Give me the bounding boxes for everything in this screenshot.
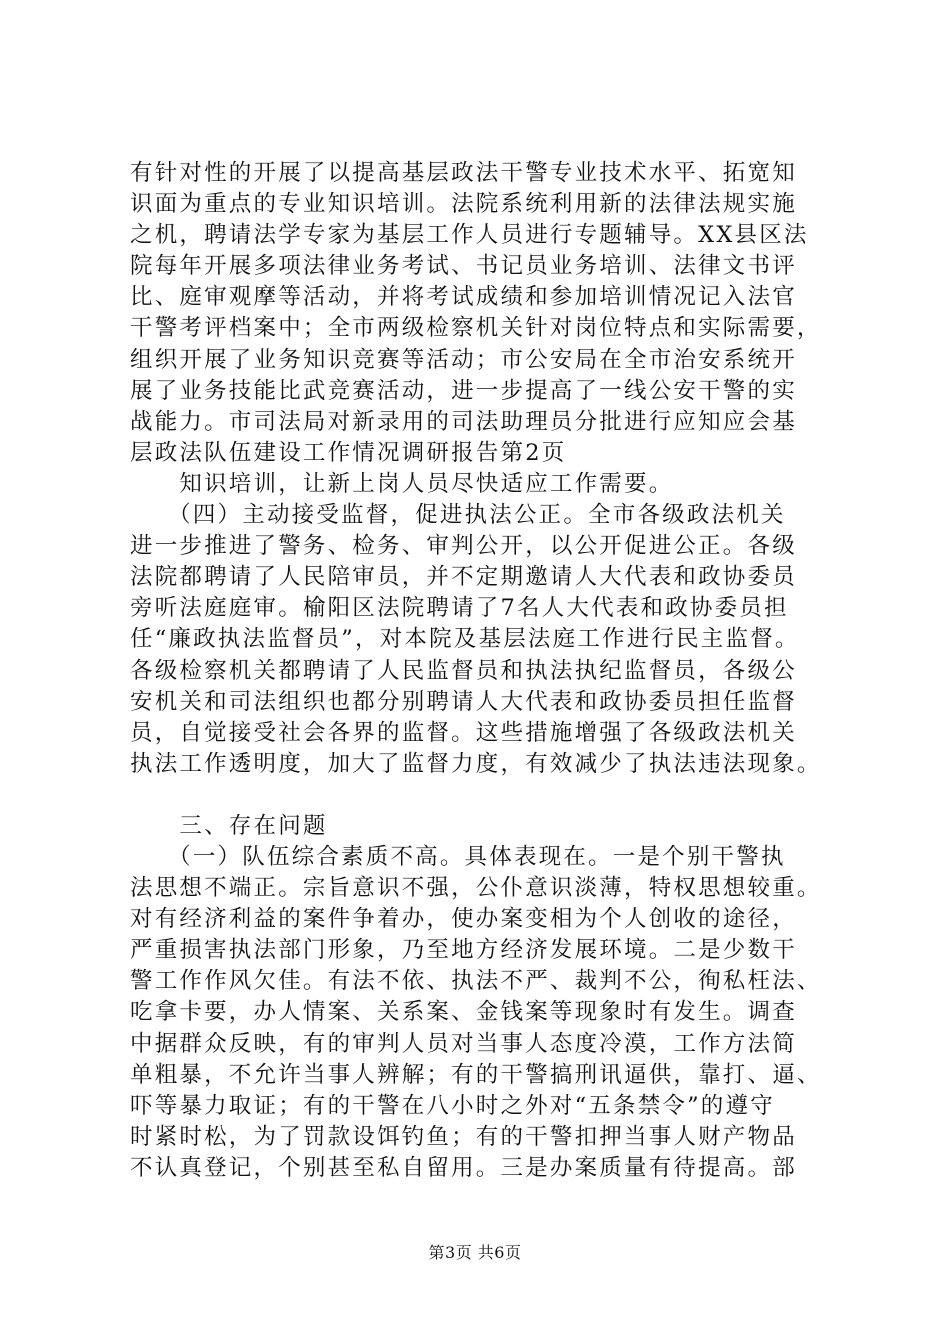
text-line: （一）队伍综合素质不高。具体表现在。一是个别干警执 <box>130 843 786 870</box>
text-line: 有针对性的开展了以提高基层政法干警专业技术水平、拓宽知 <box>130 160 797 186</box>
text-line: 严重损害执法部门形象，乃至地方经济发展环境。二是少数干 <box>130 937 797 964</box>
text-line: 中据群众反映，有的审判人员对当事人态度冷漠，工作方法简 <box>130 1030 797 1057</box>
blank-line <box>130 780 850 811</box>
text-line: 进一步推进了警务、检务、审判公开，以公开促进公正。各级 <box>130 533 797 560</box>
text-line: 员，自觉接受社会各界的监督。这些措施增强了各级政法机关 <box>130 719 797 746</box>
document-body <box>130 158 850 1184</box>
text-line: 任“廉政执法监督员”，对本院及基层法庭工作进行民主监督。 <box>130 626 800 653</box>
text-line: 吃拿卡要，办人情案、关系案、金钱案等现象时有发生。调查 <box>130 999 797 1026</box>
text-line: 执法工作透明度，加大了监督力度，有效减少了执法违法现象。 <box>130 750 822 777</box>
text-line: （四）主动接受监督，促进执法公正。全市各级政法机关 <box>130 502 786 529</box>
text-line: 干警考评档案中；全市两级检察机关针对岗位特点和实际需要， <box>130 315 822 342</box>
text-line: 不认真登记，个别甚至私自留用。三是办案质量有待提高。部 <box>130 1154 797 1181</box>
text-line: 层政法队伍建设工作情况调研报告第2页 <box>130 439 567 466</box>
page-number-footer: 第3页 共6页 <box>428 1243 522 1262</box>
text-line: 单粗暴，不允许当事人辨解；有的干警搞刑讯逼供，靠打、逼、 <box>130 1061 822 1088</box>
text-line: 比、庭审观摩等活动，并将考试成绩和参加培训情况记入法官 <box>130 284 797 311</box>
text-line: 法院都聘请了人民陪审员，并不定期邀请人大代表和政协委员 <box>130 564 797 591</box>
text-line: 组织开展了业务知识竞赛等活动；市公安局在全市治安系统开 <box>130 346 797 373</box>
text-line: 战能力。市司法局对新录用的司法助理员分批进行应知应会基 <box>130 408 797 435</box>
text-line: 法思想不端正。宗旨意识不强，公仆意识淡薄，特权思想较重。 <box>130 875 822 902</box>
text-line: 旁听法庭庭审。榆阳区法院聘请了7名人大代表和政协委员担 <box>130 595 789 622</box>
text-line: 时紧时松，为了罚款设饵钓鱼；有的干警扣押当事人财产物品 <box>130 1123 797 1150</box>
text-line: 之机，聘请法学专家为基层工作人员进行专题辅导。XX县区法 <box>130 222 809 249</box>
text-line: 院每年开展多项法律业务考试、书记员业务培训、法律文书评 <box>130 253 797 280</box>
text-line: 对有经济利益的案件争着办，使办案变相为个人创收的途径， <box>130 906 797 933</box>
text-line: 吓等暴力取证；有的干警在八小时之外对“五条禁令”的遵守 <box>130 1092 775 1119</box>
text-line: 识面为重点的专业知识培训。法院系统利用新的法律法规实施 <box>130 191 797 218</box>
text-line: 展了业务技能比武竞赛活动，进一步提高了一线公安干警的实 <box>130 377 797 404</box>
section-heading: 三、存在问题 <box>130 812 328 839</box>
text-line: 警工作作风欠佳。有法不依、执法不严、裁判不公，徇私枉法、 <box>130 968 822 995</box>
text-line: 知识培训，让新上岗人员尽快适应工作需要。 <box>130 470 674 497</box>
text-line: 安机关和司法组织也都分别聘请人大代表和政协委员担任监督 <box>130 688 797 715</box>
text-line: 各级检察机关都聘请了人民监督员和执法执纪监督员，各级公 <box>130 657 797 684</box>
